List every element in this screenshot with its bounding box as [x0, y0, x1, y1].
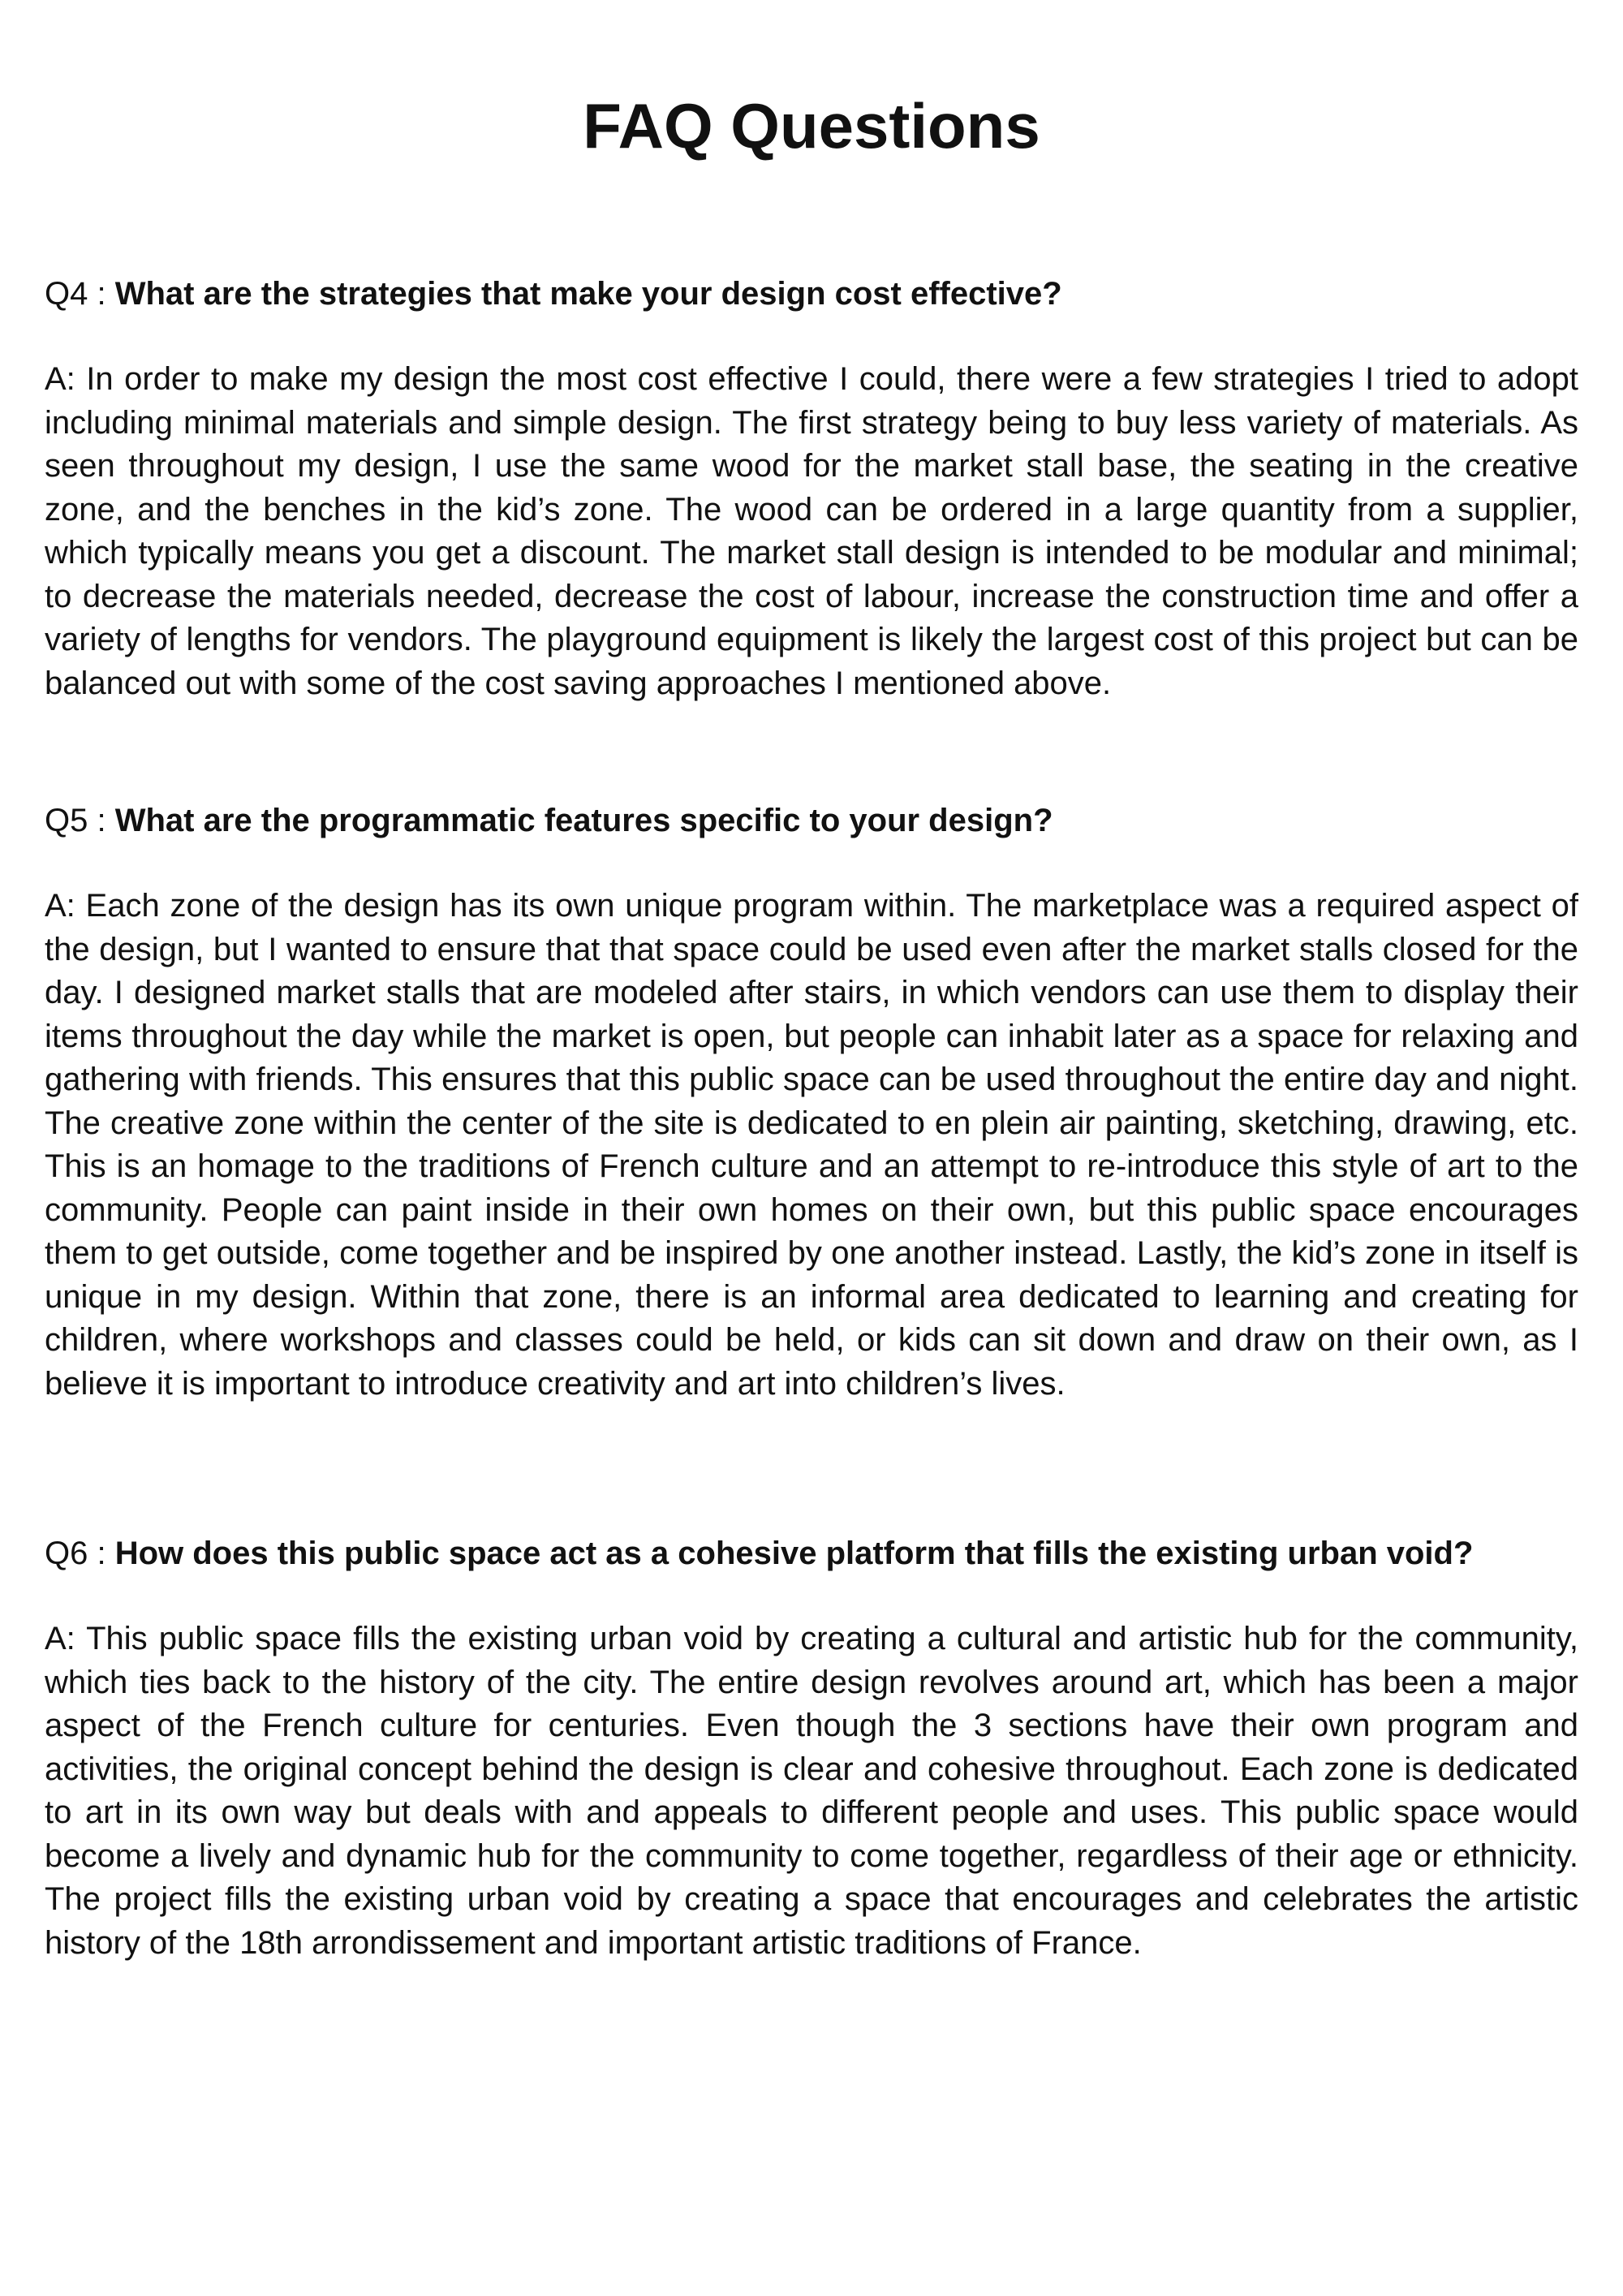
question-label: Q5 :	[45, 803, 115, 838]
question-q5	[45, 799, 1578, 842]
question-q4	[45, 273, 1578, 316]
page-title: FAQ Questions	[583, 90, 1040, 162]
faq-item-q6	[45, 1532, 1578, 1965]
question-text: What are the programmatic features specific to your design?	[114, 803, 1053, 838]
question-q6	[45, 1532, 1578, 1575]
question-text: What are the strategies that make your design cost effective?	[114, 276, 1062, 312]
faq-page	[45, 0, 1578, 1961]
answer-q6: A: This public space fills the existing urban void by creating a cultural and artistic hub for the community, which ties back to the history of the city. The entire design revolves around art, which has been a major aspect of the French culture for centuries. Even though the 3 sections have their own program and activities, the original concept behind the design is clear and cohesive throughout. Each zone is dedicated to art in its own way but deals with and appeals to different people and uses. This public space would become a lively and dynamic hub for the community to come together, regardless of their age or ethnicity. The project fills the existing urban void by creating a space that encourages and celebrates the artistic history of the 18th arrondissement and important artistic traditions of France.	[45, 1621, 1578, 1961]
question-text: How does this public space act as a cohesive platform that fills the existing urban void?	[114, 1536, 1474, 1571]
question-label: Q6 :	[45, 1536, 115, 1571]
question-label: Q4 :	[45, 276, 115, 312]
faq-item-q5	[45, 799, 1578, 1406]
answer-q5: A: Each zone of the design has its own unique program within. The marketplace was a required aspect of the design, but I wanted to ensure that that space could be used even after the market stalls closed for the day. I designed market stalls that are modeled after stairs, in which vendors can use them to display their items throughout the day while the market is open, but people can inhabit later as a space for relaxing and gathering with friends. This ensures that this public space can be used throughout the entire day and night. The creative zone within the center of the site is dedicated to en plein air painting, sketching, drawing, etc. This is an homage to the traditions of French culture and an attempt to re-introduce this style of art to the community. People can paint inside in their own homes on their own, but this public space encourages them to get outside, come together and be inspired by one another instead. Lastly, the kid’s zone in itself is unique in my design. Within that zone, there is an informal area dedicated to learning and creating for children, where workshops and classes could be held, or kids can sit down and draw on their own, as I believe it is important to introduce creativity and art into children’s lives.	[45, 888, 1578, 1402]
faq-item-q4	[45, 273, 1578, 705]
answer-q4: A: In order to make my design the most cost effective I could, there were a few strategies I tried to adopt including minimal materials and simple design. The first strategy being to buy less variety of materials. As seen throughout my design, I use the same wood for the market stall base, the seating in the creative zone, and the benches in the kid’s zone. The wood can be ordered in a large quantity from a supplier, which typically means you get a discount. The market stall design is intended to be modular and minimal; to decrease the materials needed, decrease the cost of labour, increase the construction time and offer a variety of lengths for vendors. The playground equipment is likely the largest cost of this project but can be balanced out with some of the cost saving approaches I mentioned above.	[45, 361, 1578, 701]
